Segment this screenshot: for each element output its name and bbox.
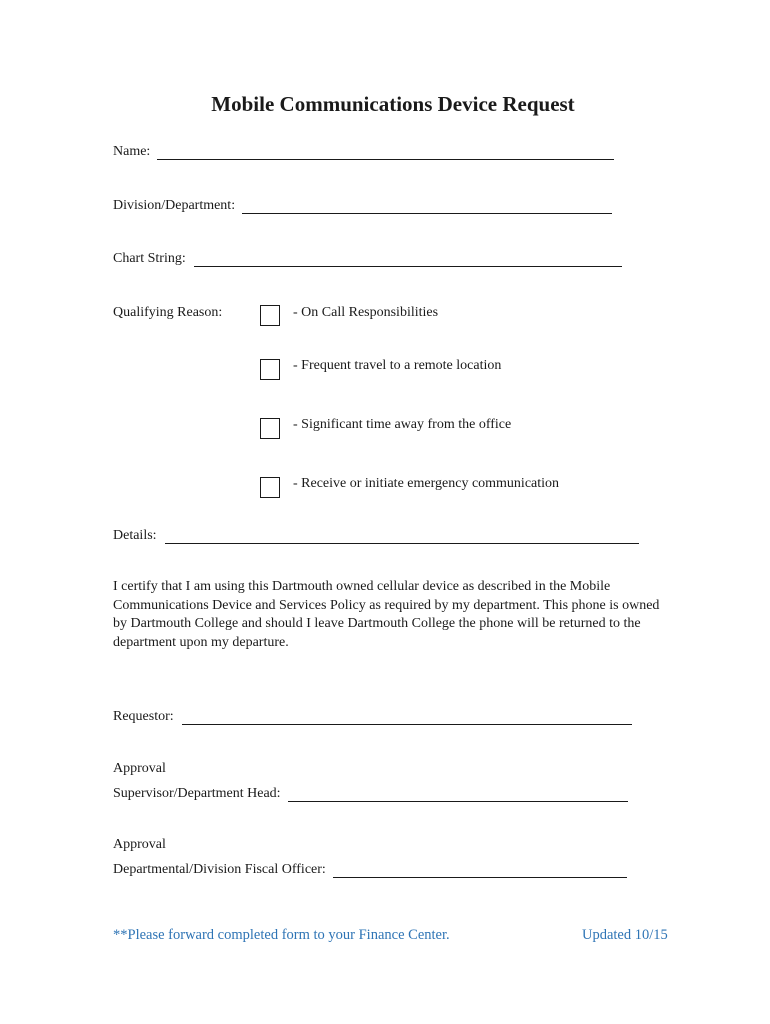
division-field-row [113, 198, 612, 214]
supervisor-signature-line[interactable] [288, 787, 628, 802]
fiscal-officer-signature-line[interactable] [333, 863, 627, 878]
chart-string-input-line[interactable] [194, 252, 622, 267]
name-label: Name: [113, 144, 151, 159]
remote-travel-option-label: - Frequent travel to a remote location [293, 358, 502, 373]
fiscal-approval-heading: Approval [113, 837, 166, 852]
on-call-checkbox[interactable] [260, 305, 280, 326]
on-call-option-label: - On Call Responsibilities [293, 305, 439, 320]
fiscal-officer-field-row [113, 862, 627, 878]
page-title: Mobile Communications Device Request [211, 92, 575, 116]
details-input-line[interactable] [165, 529, 639, 544]
chart-string-field-row [113, 251, 622, 267]
footer-forwarding-note: **Please forward completed form to your Finance Center. [113, 927, 450, 943]
details-field-row [113, 528, 639, 544]
name-field-row [113, 144, 614, 160]
chart-string-label: Chart String: [113, 251, 186, 266]
name-input-line[interactable] [157, 145, 614, 160]
remote-travel-checkbox[interactable] [260, 359, 280, 380]
supervisor-approval-heading: Approval [113, 761, 166, 776]
requestor-label: Requestor: [113, 709, 174, 724]
supervisor-label: Supervisor/Department Head: [113, 786, 281, 801]
requestor-signature-line[interactable] [182, 710, 632, 725]
certification-statement: I certify that I am using this Dartmouth owned cellular device as described in the Mobile Communications Device and Services Policy as required by my department. This phone is owned by Dartmouth College and should I leave Dartmouth College the phone will be returned to the department upon my departure. [113, 579, 660, 650]
emergency-communication-option-label: - Receive or initiate emergency communication [293, 476, 560, 491]
division-input-line[interactable] [242, 199, 612, 214]
details-label: Details: [113, 528, 157, 543]
requestor-field-row [113, 709, 632, 725]
fiscal-officer-label: Departmental/Division Fiscal Officer: [113, 862, 326, 877]
footer-updated-date: Updated 10/15 [582, 927, 668, 943]
emergency-communication-checkbox[interactable] [260, 477, 280, 498]
supervisor-field-row [113, 786, 628, 802]
division-label: Division/Department: [113, 198, 236, 213]
qualifying-reason-label: Qualifying Reason: [113, 305, 223, 320]
time-away-checkbox[interactable] [260, 418, 280, 439]
time-away-option-label: - Significant time away from the office [293, 417, 512, 432]
